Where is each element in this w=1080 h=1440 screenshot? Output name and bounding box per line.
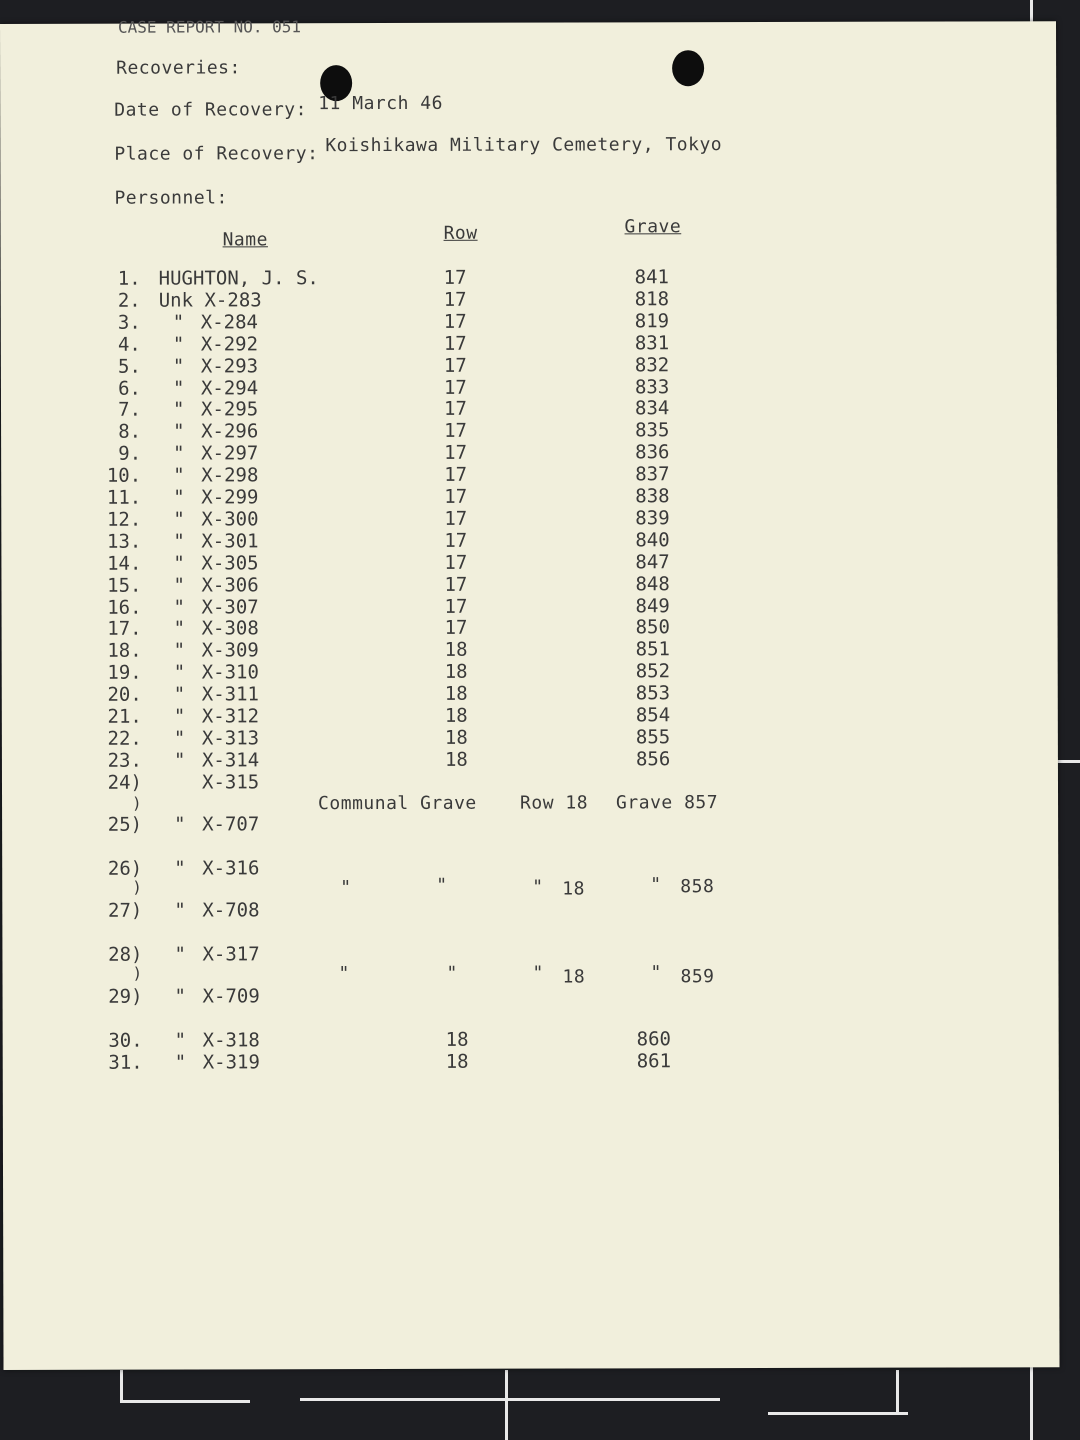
entry-id: X-314	[201, 749, 260, 772]
list-item	[1, 331, 1057, 356]
entry-row: 17	[444, 551, 468, 574]
entry-row: 17	[443, 376, 467, 399]
ditto-mark: "	[173, 552, 185, 575]
board-line-bottom-4	[768, 1412, 908, 1415]
punch-hole-right	[672, 50, 704, 86]
ditto-mark: "	[174, 985, 187, 1008]
list-item	[2, 681, 1058, 706]
list-item	[2, 897, 1058, 922]
entry-grave: 839	[635, 507, 670, 530]
entry-grave: 852	[635, 660, 671, 683]
ditto-mark: "	[650, 874, 662, 896]
entry-id: X-306	[201, 573, 259, 597]
entry-number: 14.	[107, 552, 142, 575]
communal-grave-label: Communal Grave	[318, 792, 477, 815]
ditto-mark: "	[650, 962, 662, 984]
bracket-mark: )	[132, 963, 143, 983]
list-item	[2, 747, 1058, 772]
entry-grave: 840	[635, 529, 670, 552]
communal-grave-number: 859	[680, 966, 715, 988]
ditto-mark: "	[173, 749, 186, 772]
entry-number: 3.	[117, 311, 141, 334]
entry-id: X-298	[201, 464, 259, 487]
communal-grave-number: 858	[680, 876, 715, 898]
list-item	[3, 1027, 1059, 1052]
entry-id: X-284	[200, 311, 259, 334]
entry-id: X-309	[201, 639, 259, 662]
ditto-mark: "	[173, 420, 185, 443]
entry-id: X-310	[201, 661, 259, 684]
entry-row: 17	[443, 266, 467, 289]
board-line-bottom-2	[505, 1370, 508, 1440]
entry-number: 7.	[118, 399, 142, 422]
ditto-mark: "	[172, 333, 185, 356]
entry-number: 27)	[107, 899, 143, 922]
entry-grave: 847	[635, 550, 670, 574]
communal-row: Row 18	[520, 792, 589, 814]
entry-row: 18	[444, 660, 468, 684]
entry-grave: 860	[636, 1028, 672, 1051]
entry-id: X-300	[201, 508, 259, 531]
entry-id: X-292	[200, 333, 259, 356]
bracket-mark: )	[132, 877, 142, 897]
entry-grave: 836	[635, 441, 670, 464]
entry-number: 31.	[108, 1051, 143, 1074]
list-item	[1, 265, 1057, 290]
board-line-bottom-6	[300, 1398, 720, 1401]
entry-grave: 835	[635, 419, 670, 442]
entry-id: X-707	[202, 813, 260, 836]
entry-number: 6.	[118, 377, 141, 400]
list-item	[2, 941, 1058, 966]
ditto-mark: "	[532, 962, 544, 984]
entry-number: 12.	[106, 508, 142, 531]
entry-number: 10.	[106, 464, 142, 487]
entry-number: 21.	[107, 705, 142, 728]
ditto-mark: "	[173, 596, 186, 619]
entry-number: 29)	[108, 985, 143, 1008]
entry-row: 17	[443, 354, 467, 377]
entry-id: X-293	[200, 354, 259, 378]
list-item	[1, 462, 1057, 487]
entry-row: 18	[445, 1050, 469, 1073]
ditto-mark: "	[173, 464, 185, 487]
entry-id: X-708	[202, 899, 260, 922]
entry-id: X-297	[201, 442, 259, 465]
entry-grave: 854	[635, 704, 671, 727]
entry-number: 25)	[107, 813, 143, 836]
entry-number: 9.	[118, 442, 142, 465]
entry-grave: 818	[634, 288, 670, 311]
entry-number: 13.	[106, 530, 142, 553]
entry-id: X-317	[202, 943, 260, 966]
entry-row: 18	[444, 748, 468, 771]
entry-grave: 831	[634, 331, 670, 355]
ditto-mark: "	[173, 617, 186, 640]
date-value: 11 March 46	[318, 92, 443, 115]
ditto-mark: "	[172, 311, 185, 334]
ditto-mark: "	[174, 899, 186, 922]
list-item	[1, 528, 1057, 553]
entry-id: X-312	[201, 705, 260, 728]
entry-row: 18	[444, 682, 468, 705]
entry-name: HUGHTON, J. S.	[158, 267, 319, 290]
ditto-mark: "	[436, 874, 448, 896]
entry-id: X-318	[202, 1029, 260, 1052]
entry-row: 17	[444, 485, 468, 508]
entry-number: 1.	[117, 267, 141, 290]
entry-id: X-294	[200, 376, 259, 399]
entry-row: 17	[444, 529, 468, 552]
entry-row: 18	[445, 1028, 469, 1051]
entry-grave: 856	[635, 748, 671, 771]
entry-number: 24)	[107, 771, 143, 794]
entry-grave: 832	[634, 353, 670, 376]
entry-grave: 851	[635, 638, 670, 661]
list-item	[1, 594, 1057, 619]
bracket-mark: )	[132, 793, 142, 813]
entry-row: 17	[444, 617, 468, 640]
board-line-bottom-5	[896, 1370, 899, 1415]
entry-row: 18	[444, 639, 468, 662]
ditto-mark: "	[172, 355, 185, 378]
entry-number: 20.	[107, 683, 142, 706]
entry-number: 17.	[107, 618, 142, 641]
list-item	[3, 983, 1059, 1008]
list-item	[1, 287, 1057, 312]
ditto-mark: "	[174, 857, 186, 880]
list-item	[1, 419, 1057, 444]
entry-number: 16.	[107, 596, 142, 619]
entry-number: 30.	[108, 1029, 143, 1052]
communal-row: 18	[562, 878, 585, 900]
list-item	[2, 725, 1058, 750]
ditto-mark: "	[174, 1051, 187, 1074]
entry-grave: 861	[636, 1050, 672, 1073]
ditto-mark: "	[532, 876, 544, 898]
entry-row: 17	[444, 441, 468, 465]
entry-id: X-305	[201, 552, 259, 575]
list-item	[2, 638, 1058, 663]
ditto-mark: "	[174, 1029, 187, 1052]
list-item	[1, 484, 1057, 509]
entry-row: 17	[443, 288, 467, 311]
date-label: Date of Recovery:	[114, 99, 307, 121]
list-item	[1, 375, 1057, 400]
ditto-mark: "	[173, 661, 186, 684]
entry-id: X-316	[202, 857, 260, 880]
column-header-name: Name	[222, 229, 268, 251]
list-item	[2, 811, 1058, 836]
ditto-mark: "	[172, 398, 185, 421]
ditto-mark: "	[173, 683, 186, 706]
entry-grave: 834	[634, 397, 670, 420]
column-header-grave: Grave	[624, 216, 682, 238]
entry-number: 4.	[117, 333, 141, 356]
entry-number: 26)	[107, 857, 143, 880]
ditto-mark: "	[340, 877, 352, 899]
entry-number: 8.	[118, 420, 142, 443]
ditto-mark: "	[174, 813, 186, 836]
ditto-mark: "	[173, 530, 185, 553]
ditto-mark: "	[173, 486, 185, 509]
entry-row: 18	[444, 704, 468, 727]
entry-number: 2.	[117, 289, 141, 312]
entry-row: 17	[444, 507, 468, 530]
ditto-mark: "	[173, 705, 186, 728]
entry-id: X-296	[201, 420, 259, 443]
entry-row: 17	[444, 420, 467, 443]
entry-id: X-319	[202, 1051, 260, 1074]
entry-number: 11.	[106, 486, 142, 509]
entry-id: X-313	[201, 727, 260, 750]
column-header-row: Row	[443, 222, 478, 244]
entry-grave: 855	[635, 726, 671, 749]
place-value: Koishikawa Military Cemetery, Tokyo	[325, 134, 723, 157]
entry-id: X-295	[200, 398, 259, 421]
entry-number: 23.	[107, 749, 142, 772]
list-item	[2, 616, 1058, 641]
ditto-mark: "	[446, 962, 458, 984]
document-page	[0, 17, 1060, 1370]
ditto-mark: "	[173, 639, 186, 662]
list-item	[1, 506, 1057, 531]
list-item	[2, 659, 1058, 684]
board-line-bottom-3	[120, 1370, 123, 1402]
list-item	[1, 440, 1057, 465]
personnel-label: Personnel:	[114, 187, 228, 209]
entry-id: X-311	[201, 683, 259, 706]
entry-grave: 819	[634, 310, 670, 333]
entry-grave: 841	[634, 266, 670, 289]
list-item	[2, 769, 1058, 794]
entry-grave: 853	[635, 682, 671, 705]
list-item	[1, 309, 1057, 334]
entry-row: 17	[444, 573, 468, 596]
entry-grave: 838	[635, 485, 670, 508]
entry-row: 17	[443, 398, 467, 421]
entry-row: 18	[444, 726, 468, 749]
ditto-mark: "	[173, 727, 186, 750]
communal-row: 18	[562, 966, 586, 988]
ditto-mark: "	[173, 508, 185, 531]
entry-number: 22.	[107, 727, 142, 750]
entry-id: X-308	[201, 617, 259, 640]
top-fragment: CASE REPORT NO. 051	[117, 17, 302, 37]
communal-grave-number: Grave 857	[616, 792, 719, 814]
place-label: Place of Recovery:	[114, 143, 319, 165]
entry-number: 5.	[117, 355, 141, 378]
recoveries-label: Recoveries:	[116, 57, 241, 79]
entry-row: 17	[443, 332, 467, 355]
list-item	[2, 703, 1058, 728]
board-line-bottom	[120, 1400, 250, 1403]
list-item	[1, 572, 1057, 597]
ditto-mark: "	[338, 963, 350, 985]
entry-number: 28)	[108, 943, 143, 966]
entry-id: X-709	[202, 985, 260, 1008]
list-item	[1, 550, 1057, 575]
entry-grave: 850	[635, 616, 670, 639]
ditto-mark: "	[172, 377, 185, 400]
entry-grave: 849	[635, 594, 670, 617]
entry-row: 17	[444, 463, 468, 486]
list-item	[1, 353, 1057, 378]
entry-number: 18.	[107, 639, 142, 663]
entry-number: 19.	[107, 661, 142, 684]
entry-id: X-299	[201, 486, 259, 509]
list-item	[2, 855, 1058, 880]
entry-name: Unk X-283	[158, 289, 262, 312]
entry-grave: 837	[635, 463, 670, 486]
entry-grave: 848	[635, 572, 670, 595]
entry-number: 15.	[107, 574, 142, 597]
entry-id: X-301	[201, 530, 259, 553]
ditto-mark: "	[174, 943, 186, 966]
list-item	[3, 1049, 1059, 1074]
entry-id: X-315	[201, 771, 260, 794]
entry-grave: 833	[634, 375, 670, 398]
list-item	[1, 397, 1057, 422]
entry-id: X-307	[201, 595, 259, 618]
ditto-mark: "	[173, 442, 185, 465]
entry-row: 17	[444, 595, 468, 618]
ditto-mark: "	[173, 574, 185, 597]
entry-row: 17	[443, 310, 467, 333]
